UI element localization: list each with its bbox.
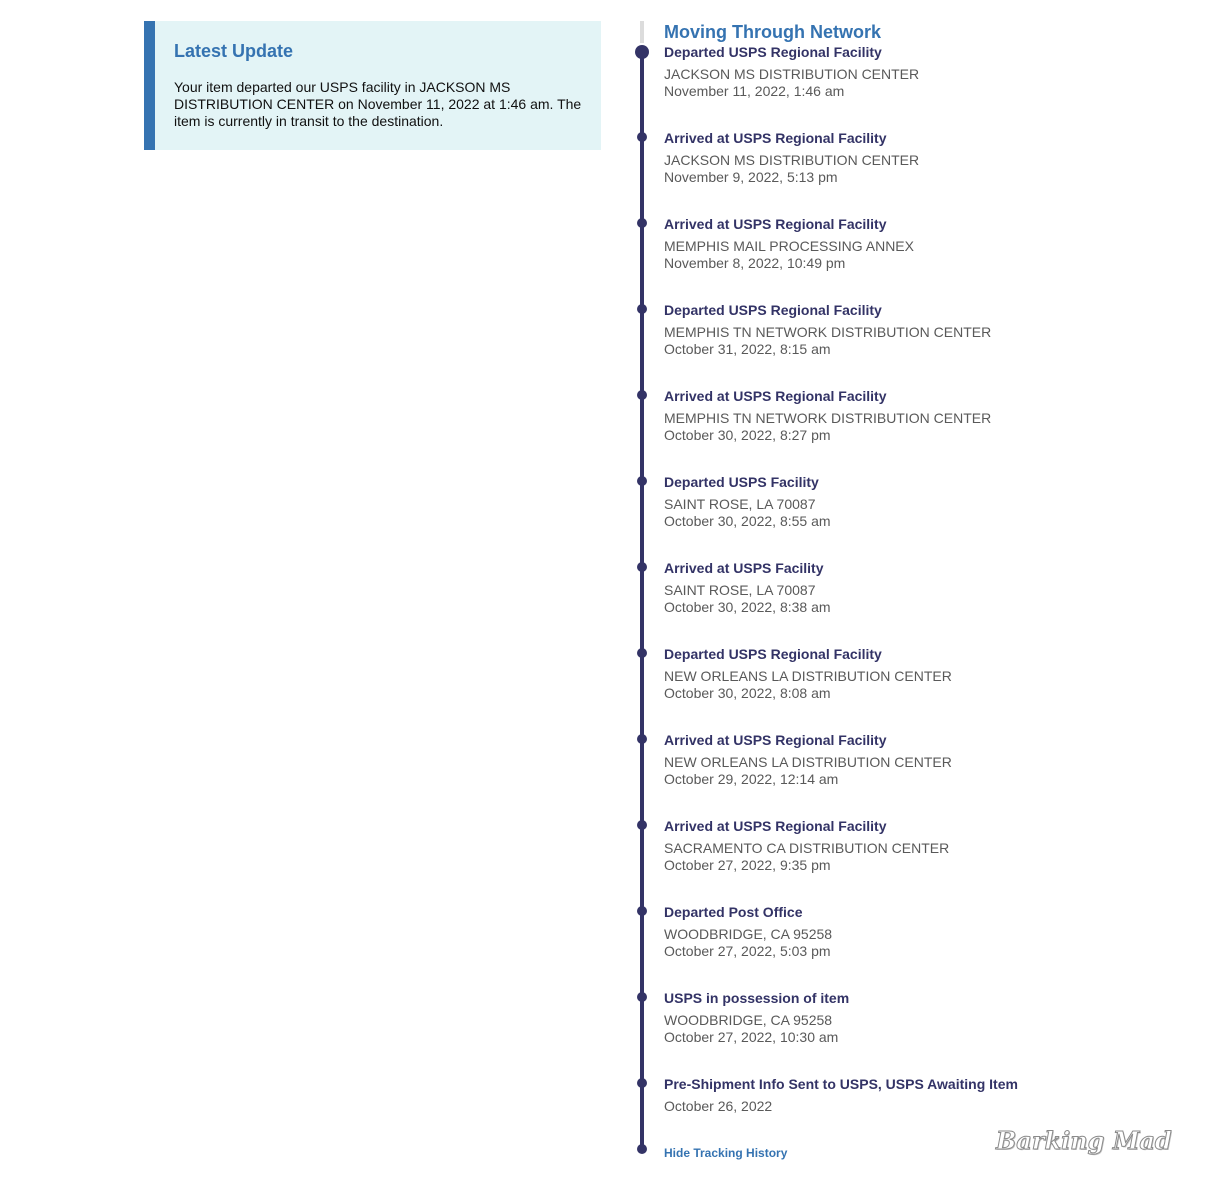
tracking-section-title: Moving Through Network (664, 22, 881, 42)
event-datetime: October 31, 2022, 8:15 am (664, 341, 831, 357)
tracking-event (0, 218, 1218, 304)
event-datetime: October 29, 2022, 12:14 am (664, 771, 839, 787)
event-location: JACKSON MS DISTRIBUTION CENTER (664, 66, 920, 82)
event-datetime: October 30, 2022, 8:27 pm (664, 427, 831, 443)
tracking-event (0, 562, 1218, 648)
event-location: MEMPHIS TN NETWORK DISTRIBUTION CENTER (664, 410, 992, 426)
event-status: Pre-Shipment Info Sent to USPS, USPS Awaiting Item (664, 1076, 1018, 1092)
timeline-dot-icon (637, 734, 647, 744)
latest-update-title: Latest Update (174, 41, 294, 61)
timeline-dot-icon (637, 476, 647, 486)
timeline-end-dot-icon (637, 1144, 647, 1154)
timeline-dot-icon (637, 132, 647, 142)
event-location: WOODBRIDGE, CA 95258 (664, 1012, 833, 1028)
tracking-event (0, 906, 1218, 992)
event-datetime: October 27, 2022, 9:35 pm (664, 857, 831, 873)
event-location: WOODBRIDGE, CA 95258 (664, 926, 833, 942)
tracking-event (0, 390, 1218, 476)
timeline-dot-icon (637, 992, 647, 1002)
event-status: Departed USPS Facility (664, 474, 819, 490)
event-status: Arrived at USPS Regional Facility (664, 216, 887, 232)
event-location: MEMPHIS MAIL PROCESSING ANNEX (664, 238, 914, 254)
timeline-dot-icon (637, 562, 647, 572)
event-location: SAINT ROSE, LA 70087 (664, 496, 816, 512)
event-datetime: October 30, 2022, 8:55 am (664, 513, 831, 529)
event-location: NEW ORLEANS LA DISTRIBUTION CENTER (664, 754, 952, 770)
event-datetime: October 30, 2022, 8:38 am (664, 599, 831, 615)
timeline-dot-icon (637, 906, 647, 916)
event-location: SAINT ROSE, LA 70087 (664, 582, 816, 598)
hide-tracking-history-link[interactable]: Hide Tracking History (664, 1146, 788, 1160)
timeline-current-dot-icon (635, 45, 649, 59)
latest-update-text: Your item departed our USPS facility in JACKSON MS DISTRIBUTION CENTER on November 11, 2022 at 1:46 am. The item is currently in transit to the destination. (174, 79, 582, 129)
watermark-logo: Barking Mad (996, 1126, 1172, 1155)
event-status: Arrived at USPS Facility (664, 560, 824, 576)
tracking-event (0, 820, 1218, 906)
event-status: Arrived at USPS Regional Facility (664, 818, 887, 834)
event-datetime: November 8, 2022, 10:49 pm (664, 255, 846, 271)
timeline-top-segment (640, 21, 644, 43)
event-status: Arrived at USPS Regional Facility (664, 732, 887, 748)
event-location: JACKSON MS DISTRIBUTION CENTER (664, 152, 920, 168)
tracking-event (0, 476, 1218, 562)
timeline-dot-icon (637, 218, 647, 228)
event-status: Arrived at USPS Regional Facility (664, 130, 887, 146)
event-location: SACRAMENTO CA DISTRIBUTION CENTER (664, 840, 950, 856)
tracking-event (0, 132, 1218, 218)
timeline-dot-icon (637, 648, 647, 658)
event-location: NEW ORLEANS LA DISTRIBUTION CENTER (664, 668, 952, 684)
timeline-dot-icon (637, 1078, 647, 1088)
tracking-event (0, 648, 1218, 734)
event-status: Arrived at USPS Regional Facility (664, 388, 887, 404)
tracking-event (0, 734, 1218, 820)
tracking-event (0, 304, 1218, 390)
event-datetime: October 30, 2022, 8:08 am (664, 685, 831, 701)
tracking-event (0, 992, 1218, 1078)
timeline-dot-icon (637, 390, 647, 400)
event-status: USPS in possession of item (664, 990, 850, 1006)
event-datetime: November 11, 2022, 1:46 am (664, 83, 845, 99)
event-datetime: October 27, 2022, 10:30 am (664, 1029, 839, 1045)
event-location: MEMPHIS TN NETWORK DISTRIBUTION CENTER (664, 324, 992, 340)
event-status: Departed USPS Regional Facility (664, 302, 882, 318)
timeline-dot-icon (637, 304, 647, 314)
tracking-event (0, 46, 1218, 132)
timeline-dot-icon (637, 820, 647, 830)
event-status: Departed USPS Regional Facility (664, 646, 882, 662)
event-status: Departed Post Office (664, 904, 803, 920)
event-datetime: November 9, 2022, 5:13 pm (664, 169, 838, 185)
event-datetime: October 26, 2022 (664, 1098, 773, 1114)
event-datetime: October 27, 2022, 5:03 pm (664, 943, 831, 959)
event-status: Departed USPS Regional Facility (664, 44, 882, 60)
